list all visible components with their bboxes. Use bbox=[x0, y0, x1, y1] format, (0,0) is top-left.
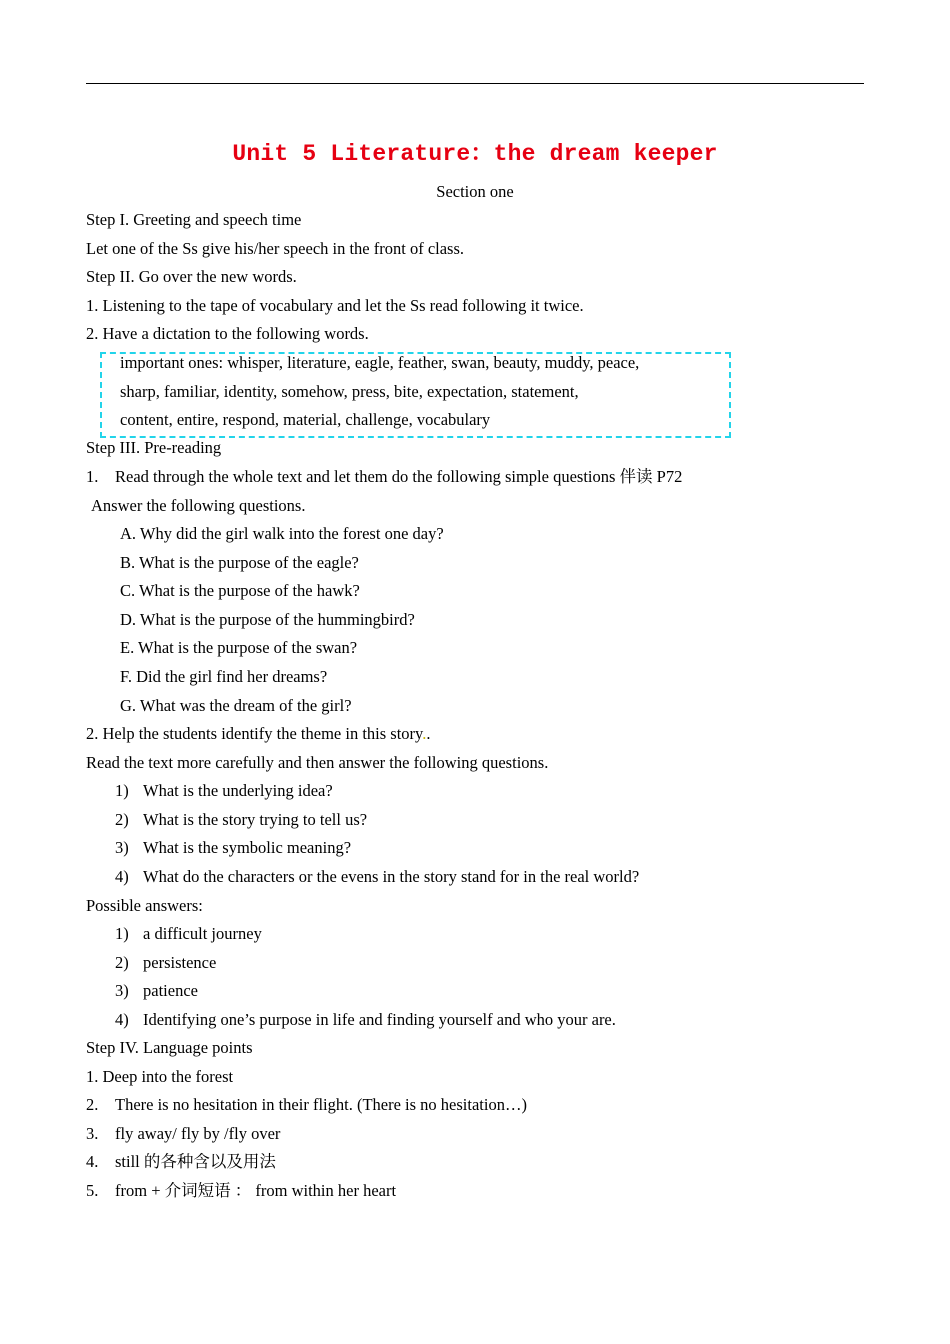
page-title: Unit 5 Literature：the dream keeper bbox=[232, 141, 718, 167]
answer-item bbox=[115, 981, 198, 1001]
question-item: E. What is the purpose of the swan? bbox=[120, 638, 358, 657]
step1-text: Let one of the Ss give his/her speech in the front of class. bbox=[86, 239, 465, 258]
item-number: 5. bbox=[86, 1181, 99, 1200]
item-text: Read through the whole text and let them do the following simple questions 伴读 P72 bbox=[115, 467, 683, 486]
item-text: What is the story trying to tell us? bbox=[143, 810, 368, 829]
step2-heading: Step II. Go over the new words. bbox=[86, 267, 297, 286]
answer-item bbox=[115, 953, 216, 973]
answer-item bbox=[115, 1010, 616, 1030]
language-point bbox=[86, 1124, 280, 1144]
answer-intro: Answer the following questions. bbox=[91, 496, 306, 515]
item-text: What is the underlying idea? bbox=[143, 781, 333, 800]
item-text: fly away/ fly by /fly over bbox=[115, 1124, 281, 1143]
item-number: 1. bbox=[86, 467, 99, 486]
step2-item-2: 2. Have a dictation to the following words. bbox=[86, 324, 369, 343]
item-number: 2. bbox=[86, 1095, 99, 1114]
item-text: Identifying one’s purpose in life and finding yourself and who your are. bbox=[143, 1010, 616, 1029]
question-item: A. Why did the girl walk into the forest one day? bbox=[120, 524, 444, 543]
answer-item bbox=[115, 924, 262, 944]
header-rule bbox=[86, 83, 864, 84]
item-text: What do the characters or the evens in the story stand for in the real world? bbox=[143, 867, 640, 886]
theme-question bbox=[115, 810, 367, 830]
item-number: 3) bbox=[115, 838, 129, 857]
question-item: D. What is the purpose of the hummingbird? bbox=[120, 610, 415, 629]
section-heading: Section one bbox=[436, 182, 514, 201]
vocabulary-line: important ones: whisper, literature, eagle, feather, swan, beauty, muddy, peace, bbox=[120, 353, 640, 372]
item-number: 4. bbox=[86, 1152, 99, 1171]
language-point bbox=[86, 1181, 396, 1201]
step3-heading: Step III. Pre-reading bbox=[86, 438, 222, 457]
read-more-text: Read the text more carefully and then answer the following questions. bbox=[86, 753, 549, 772]
item-number: 3. bbox=[86, 1124, 99, 1143]
item-text: patience bbox=[143, 981, 198, 1000]
step4-item-1: 1. Deep into the forest bbox=[86, 1067, 234, 1086]
item-number: 3) bbox=[115, 981, 129, 1000]
item-text: 2. Help the students identify the theme in this story bbox=[86, 724, 423, 743]
item-text: persistence bbox=[143, 953, 217, 972]
item-text: a difficult journey bbox=[143, 924, 262, 943]
step3-item-1 bbox=[86, 467, 682, 487]
item-number: 2) bbox=[115, 953, 129, 972]
step1-heading: Step I. Greeting and speech time bbox=[86, 210, 302, 229]
edit-mark: . bbox=[422, 724, 427, 743]
item-number: 4) bbox=[115, 1010, 129, 1029]
item-number: 1) bbox=[115, 924, 129, 943]
question-item: G. What was the dream of the girl? bbox=[120, 696, 352, 715]
item-number: 2) bbox=[115, 810, 129, 829]
item-text: still 的各种含以及用法 bbox=[115, 1152, 276, 1171]
item-text: What is the symbolic meaning? bbox=[143, 838, 352, 857]
theme-question bbox=[115, 838, 351, 858]
item-number: 1) bbox=[115, 781, 129, 800]
possible-answers-heading: Possible answers: bbox=[86, 896, 203, 915]
step2-item-1: 1. Listening to the tape of vocabulary and let the Ss read following it twice. bbox=[86, 296, 584, 315]
language-point bbox=[86, 1152, 276, 1172]
vocabulary-line: content, entire, respond, material, challenge, vocabulary bbox=[120, 410, 491, 429]
vocabulary-line: sharp, familiar, identity, somehow, press, bite, expectation, statement, bbox=[120, 382, 579, 401]
item-end: . bbox=[426, 724, 431, 743]
question-item: B. What is the purpose of the eagle? bbox=[120, 553, 359, 572]
item-number: 4) bbox=[115, 867, 129, 886]
language-point bbox=[86, 1095, 527, 1115]
step3-item-2 bbox=[86, 724, 430, 744]
item-text: from + 介词短语 ： from within her heart bbox=[115, 1181, 397, 1200]
step4-heading: Step IV. Language points bbox=[86, 1038, 253, 1057]
question-item: C. What is the purpose of the hawk? bbox=[120, 581, 360, 600]
theme-question bbox=[115, 867, 639, 887]
item-text: There is no hesitation in their flight. (There is no hesitation…) bbox=[115, 1095, 527, 1114]
question-item: F. Did the girl find her dreams? bbox=[120, 667, 328, 686]
theme-question bbox=[115, 781, 333, 801]
